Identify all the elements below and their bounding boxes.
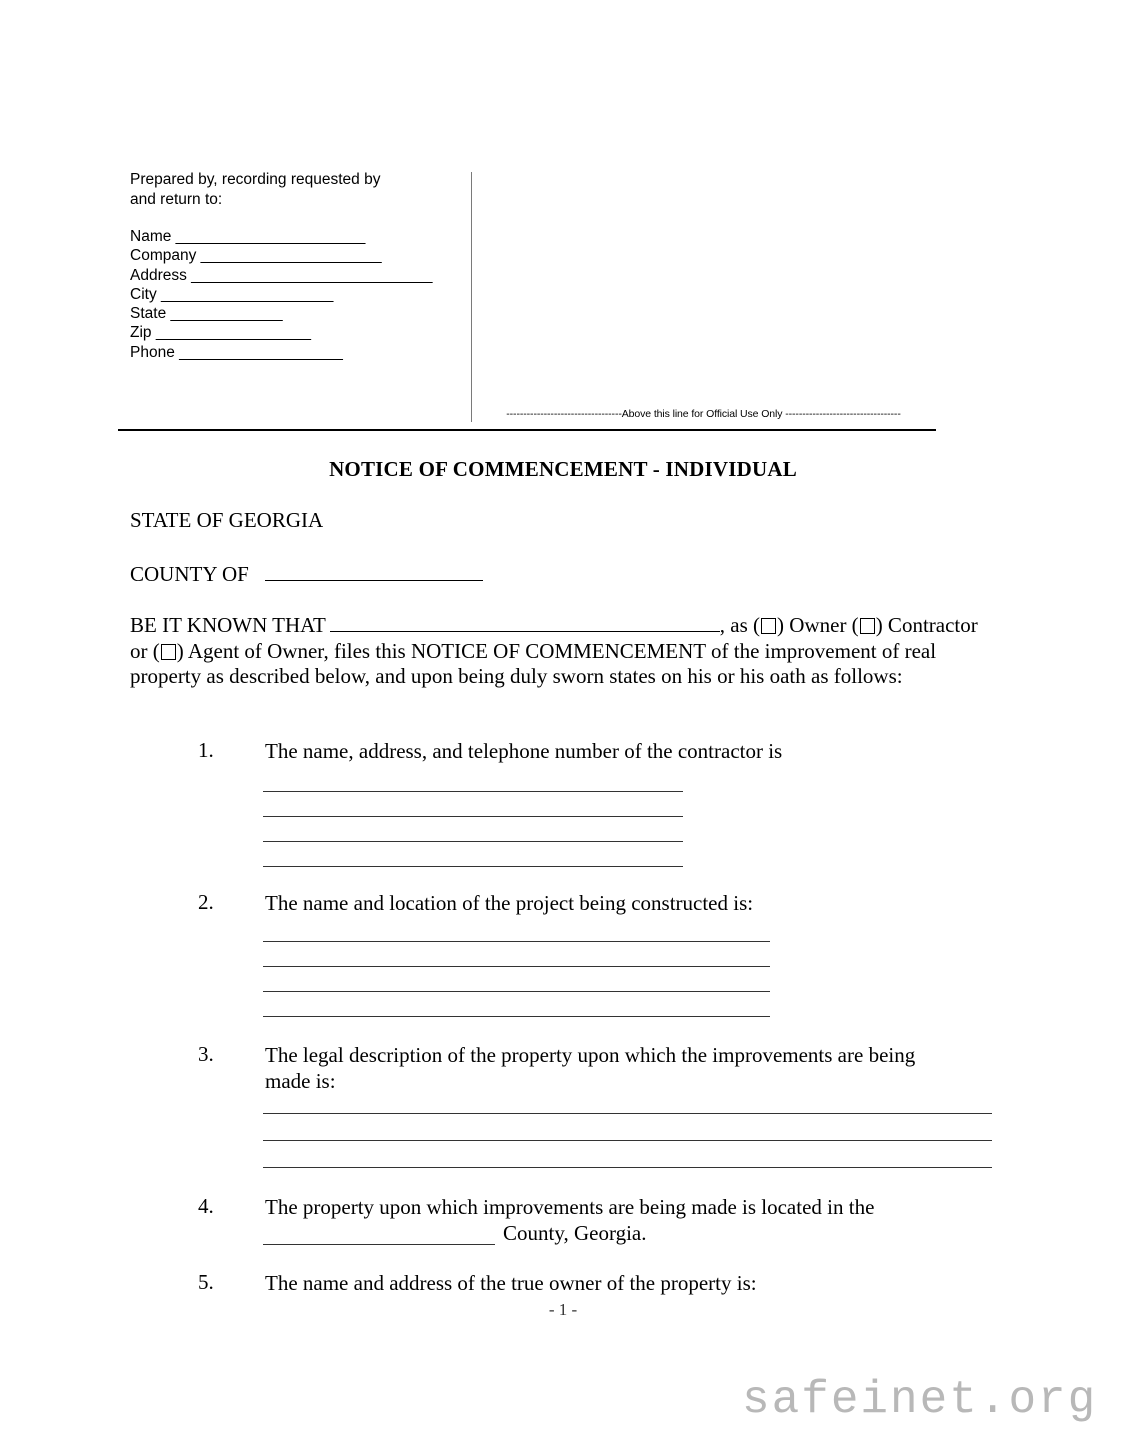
item-1-rule-1[interactable] <box>263 791 683 792</box>
county-line <box>130 559 483 587</box>
item-4-text: The property upon which improvements are being made is located in the <box>265 1195 875 1219</box>
recording-field-name[interactable] <box>130 227 470 246</box>
item-1-rule-3[interactable] <box>263 841 683 842</box>
field-label-zip: Zip <box>130 324 152 342</box>
field-blank-address: ____________________________ <box>186 266 433 284</box>
page-title: NOTICE OF COMMENCEMENT - INDIVIDUAL <box>329 457 797 481</box>
know-owner-text: ) Owner ( <box>777 613 859 637</box>
page-number: - 1 - <box>548 1300 578 1319</box>
official-use-notice: ----------------------------------Above this line for Official Use Only ---------------------------------- <box>506 408 901 420</box>
recording-field-company[interactable] <box>130 246 470 265</box>
field-blank-state: _____________ <box>166 305 283 323</box>
field-label-phone: Phone <box>130 343 175 361</box>
field-label-state: State <box>130 305 167 323</box>
recording-box-vertical-divider <box>471 172 472 422</box>
item-2-rule-2[interactable] <box>263 966 770 967</box>
item-1-rule-4[interactable] <box>263 866 683 867</box>
know-agent-text: ) Agent of Owner, files this NOTICE OF COMMENCEMENT of the improvement of real property as described below, and upon being duly sworn states on his or his oath as follows: <box>130 638 937 689</box>
know-lead-text: BE IT KNOWN THAT <box>130 613 326 637</box>
field-blank-phone: ___________________ <box>174 343 343 361</box>
field-blank-city: ____________________ <box>156 285 334 303</box>
item-5-number: 5. <box>198 1270 214 1294</box>
recording-field-city[interactable] <box>130 285 470 304</box>
recording-field-zip[interactable] <box>130 323 470 342</box>
item-4-county-blank[interactable] <box>263 1244 495 1245</box>
recording-field-state[interactable] <box>130 304 470 323</box>
recording-intro-text: Prepared by, recording requested by and return to: <box>130 171 381 208</box>
county-label: COUNTY OF <box>130 562 249 586</box>
recording-fields-list <box>130 227 470 362</box>
item-1-text: The name, address, and telephone number of the contractor is <box>265 739 783 763</box>
recording-field-address[interactable] <box>130 266 470 285</box>
item-2-rule-1[interactable] <box>263 941 770 942</box>
field-label-company: Company <box>130 247 197 265</box>
be-it-known-paragraph <box>130 610 990 690</box>
item-2-rule-4[interactable] <box>263 1016 770 1017</box>
recording-field-phone[interactable] <box>130 343 470 362</box>
recording-request-box <box>118 170 936 428</box>
checkbox-owner[interactable] <box>761 618 776 634</box>
item-4-suffix: County, Georgia. <box>503 1221 647 1245</box>
field-label-address: Address <box>130 266 187 284</box>
field-label-city: City <box>130 285 157 303</box>
checkbox-agent-of-owner[interactable] <box>161 644 176 660</box>
state-line: STATE OF GEORGIA <box>130 508 324 532</box>
recording-left-column <box>130 170 470 362</box>
item-3-text: The legal description of the property upon which the improvements are being made is: <box>265 1043 916 1093</box>
field-blank-zip: __________________ <box>151 324 312 342</box>
county-blank-field[interactable] <box>265 559 483 581</box>
checkbox-contractor[interactable] <box>860 618 875 634</box>
item-3-number: 3. <box>198 1042 214 1066</box>
item-2-text: The name and location of the project being constructed is: <box>265 891 754 915</box>
field-label-name: Name <box>130 228 172 245</box>
field-blank-company: _____________________ <box>196 247 382 265</box>
item-2-number: 2. <box>198 890 214 914</box>
item-2-rule-3[interactable] <box>263 991 770 992</box>
item-1-rule-2[interactable] <box>263 816 683 817</box>
item-3-rule-2[interactable] <box>263 1140 992 1141</box>
declarant-name-blank[interactable] <box>330 610 720 632</box>
field-blank-name: ______________________ <box>171 228 366 245</box>
item-3-rule-3[interactable] <box>263 1167 992 1168</box>
know-after-blank-text: , as ( <box>719 613 761 637</box>
item-3-rule-1[interactable] <box>263 1113 992 1114</box>
item-4-number: 4. <box>198 1194 214 1218</box>
item-1-number: 1. <box>198 738 214 762</box>
know-contractor-text: ) Contractor or ( <box>130 613 978 663</box>
item-5-text: The name and address of the true owner of the property is: <box>265 1271 757 1295</box>
watermark-safeinet: safeinet.org <box>742 1374 1098 1426</box>
recording-box-bottom-rule <box>118 429 936 431</box>
